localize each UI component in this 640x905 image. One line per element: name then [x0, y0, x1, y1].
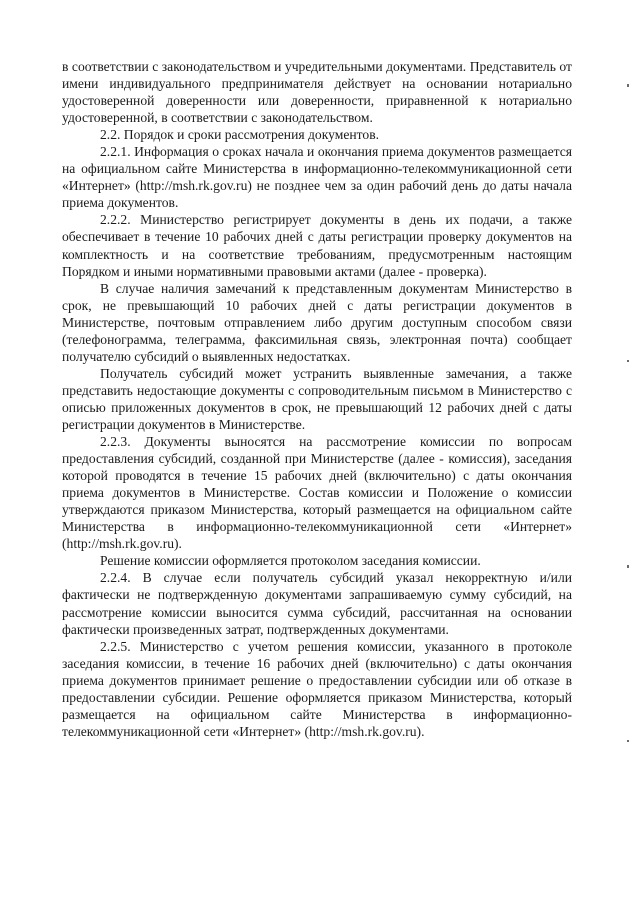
- section-heading-2-2: 2.2. Порядок и сроки рассмотрения документов.: [100, 127, 380, 143]
- paragraph-2-2-1: 2.2.1. Информация о сроках начала и окончания приема документов размещается на официальном сайте Министерства в информационно-телекоммуникационной сети «Интернет» (http://msh.rk.gov.ru) не позднее чем за один рабочий день до даты начала приема документов.: [62, 144, 572, 211]
- paragraph-recipient-corrections: Получатель субсидий может устранить выявленные замечания, а также представить недостающие документы с сопроводительным письмом в Министерство с описью приложенных документов в срок, не превышающий 12 рабочих дней с даты регистрации документов в Министерстве.: [62, 365, 572, 432]
- paragraph-2-2-2: 2.2.2. Министерство регистрирует документы в день их подачи, а также обеспечивает в течение 10 рабочих дней с даты регистрации проверку документов на комплектность и на соответствие требованиям, предусмотренным настоящим Порядком и иными нормативными правовыми актами (далее - проверка).: [62, 212, 572, 279]
- paragraph-commission-decision: Решение комиссии оформляется протоколом заседания комиссии.: [100, 553, 481, 569]
- paragraph-remarks: В случае наличия замечаний к представленным документам Министерство в срок, не превышающий 10 рабочих дней с даты регистрации документов в Министерстве, почтовым отправлением либо другим доступным способом связи (телефонограмма, телеграмма, факсимильная связь, электронная почта) сообщает получателю субсидий о выявленных недостатках.: [62, 280, 572, 364]
- scan-margin-mark: [627, 360, 629, 362]
- paragraph-2-2-3: 2.2.3. Документы выносятся на рассмотрение комиссии по вопросам предоставления субсидий, созданной при Министерстве (далее - комиссия), заседания которой проводятся в течение 15 рабочих дней (включительно) с даты окончания приема документов в Министерстве. Состав комиссии и Положение о комиссии утверждаются приказом Министерства, который размещается на официальном сайте Министерства в информационно-телекоммуникационной сети «Интернет» (http://msh.rk.gov.ru).: [62, 434, 572, 552]
- document-body: [62, 58, 572, 740]
- paragraph-2-2-4: 2.2.4. В случае если получатель субсидий указал некорректную и/или фактически не подтвержденную документами запрашиваемую сумму субсидий, на рассмотрение комиссии выносится сумма субсидий, рассчитанная на основании фактически произведенных затрат, подтвержденных документами.: [62, 570, 572, 637]
- paragraph-continuation: в соответствии с законодательством и учредительными документами. Представитель от имени индивидуального предпринимателя действует на основании нотариально удостоверенной доверенности или доверенности, приравненной к нотариально удостоверенной, в соответствии с законодательством.: [62, 59, 572, 126]
- scan-margin-mark: [627, 740, 629, 742]
- scan-margin-mark: [627, 84, 629, 87]
- paragraph-2-2-5: 2.2.5. Министерство с учетом решения комиссии, указанного в протоколе заседания комиссии, в течение 16 рабочих дней (включительно) с даты окончания приема документов принимает решение о предоставлении субсидии или об отказе в предоставлении субсидии. Решение оформляется приказом Министерства, который размещается на официальном сайте Министерства в информационно-телекоммуникационной сети «Интернет» (http://msh.rk.gov.ru).: [62, 638, 572, 739]
- scan-margin-mark: [627, 565, 629, 568]
